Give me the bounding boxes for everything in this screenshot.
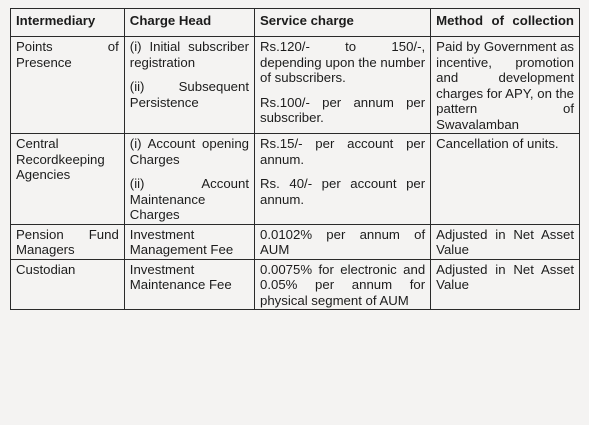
document-page (10, 8, 580, 310)
cell-method: Paid by Government as incentive, promotion and development charges for APY, on the pattern of Swavalamban (431, 37, 580, 134)
cell-service-charge (255, 37, 431, 134)
cell-charge-head: Investment Management Fee (124, 224, 254, 259)
table-header-row (11, 9, 580, 37)
charge-head-item: (ii) Subsequent Persistence (129, 79, 249, 110)
cell-charge-head: Investment Maintenance Fee (124, 259, 254, 310)
cell-intermediary: Pension Fund Managers (11, 224, 125, 259)
charge-head-item: (i) Initial subscriber registration (129, 39, 249, 70)
cell-service-charge: 0.0075% for electronic and 0.05% per annum for physical segment of AUM (255, 259, 431, 310)
header-charge-head: Charge Head (124, 9, 254, 37)
charge-head-item: (i) Account opening Charges (129, 136, 249, 167)
cell-intermediary: Central Recordkeeping Agencies (11, 134, 125, 225)
cell-method: Adjusted in Net Asset Value (431, 259, 580, 310)
cell-charge-head (124, 134, 254, 225)
cell-service-charge (255, 134, 431, 225)
header-service-charge: Service charge (255, 9, 431, 37)
cell-method: Adjusted in Net Asset Value (431, 224, 580, 259)
service-charge-item: Rs.100/- per annum per subscriber. (260, 94, 426, 125)
table-row (11, 37, 580, 134)
header-method-of-collection: Method of collection (431, 9, 580, 37)
header-intermediary: Intermediary (11, 9, 125, 37)
service-charges-table (10, 8, 580, 310)
service-charge-item: Rs.15/- per account per annum. (260, 136, 426, 167)
cell-service-charge: 0.0102% per annum of AUM (255, 224, 431, 259)
cell-intermediary: Custodian (11, 259, 125, 310)
table-row (11, 259, 580, 310)
table-row (11, 134, 580, 225)
cell-method: Cancellation of units. (431, 134, 580, 225)
cell-charge-head (124, 37, 254, 134)
table-row (11, 224, 580, 259)
cell-intermediary: Points of Presence (11, 37, 125, 134)
service-charge-item: Rs.120/- to 150/-, depending upon the number of subscribers. (260, 39, 426, 85)
charge-head-item: (ii) Account Maintenance Charges (129, 176, 249, 222)
service-charge-item: Rs. 40/- per account per annum. (260, 176, 426, 207)
